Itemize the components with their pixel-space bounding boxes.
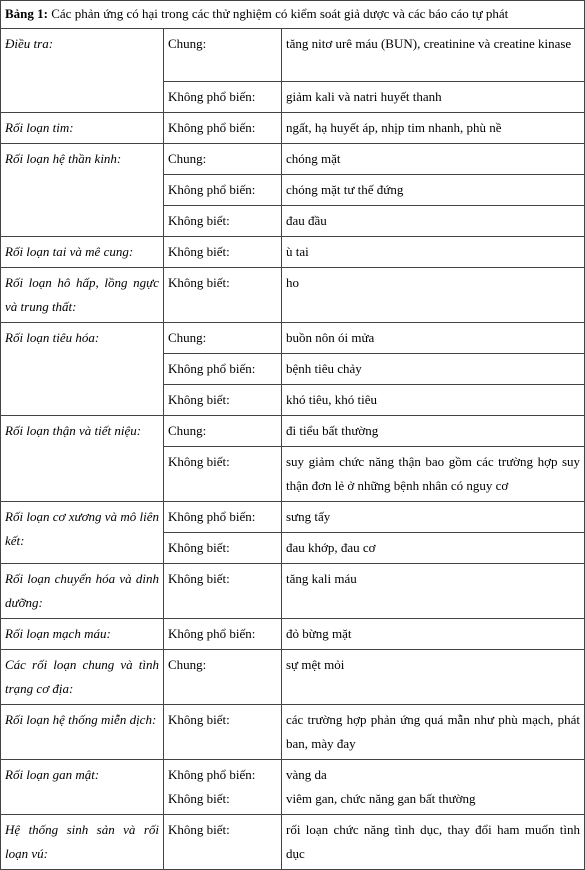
system-cell: Rối loạn hệ thần kinh: <box>1 144 164 237</box>
effect-cell: đi tiểu bất thường <box>282 416 585 447</box>
system-cell: Rối loạn mạch máu: <box>1 619 164 650</box>
frequency-cell: Không biết: <box>164 705 282 760</box>
table-row <box>1 564 585 619</box>
effect-cell: ù tai <box>282 237 585 268</box>
table-title-row <box>1 1 585 29</box>
system-cell: Rối loạn tiêu hóa: <box>1 323 164 416</box>
frequency-cell: Không biết: <box>164 385 282 416</box>
table-title-label: Bảng 1: <box>5 6 48 21</box>
table-row <box>1 416 585 447</box>
frequency-cell: Chung: <box>164 416 282 447</box>
effect-cell: chóng mặt tư thế đứng <box>282 175 585 206</box>
effect-cell: chóng mặt <box>282 144 585 175</box>
effect-cell: giảm kali và natri huyết thanh <box>282 82 585 113</box>
effect-cell: bệnh tiêu chảy <box>282 354 585 385</box>
table-row <box>1 113 585 144</box>
table-row <box>1 144 585 175</box>
effect-cell: khó tiêu, khó tiêu <box>282 385 585 416</box>
table-row <box>1 760 585 815</box>
frequency-cell: Không biết: <box>164 206 282 237</box>
frequency-cell: Không biết: <box>164 447 282 502</box>
system-cell: Các rối loạn chung và tình trạng cơ địa: <box>1 650 164 705</box>
system-cell: Hệ thống sinh sản và rối loạn vú: <box>1 815 164 870</box>
system-cell: Rối loạn tim: <box>1 113 164 144</box>
table-row <box>1 815 585 870</box>
effect-cell: đỏ bừng mặt <box>282 619 585 650</box>
table-row <box>1 619 585 650</box>
system-cell: Rối loạn thận và tiết niệu: <box>1 416 164 502</box>
frequency-cell: Không phổ biến: <box>164 113 282 144</box>
system-cell: Rối loạn chuyển hóa và dinh dưỡng: <box>1 564 164 619</box>
frequency-cell: Không biết: <box>164 564 282 619</box>
effect-cell: sự mệt mỏi <box>282 650 585 705</box>
frequency-cell: Chung: <box>164 323 282 354</box>
table-row <box>1 502 585 533</box>
table-title-text: Các phản ứng có hại trong các thử nghiệm có kiểm soát giả dược và các báo cáo tự phát <box>47 6 509 21</box>
effect-cell: tăng nitơ urê máu (BUN), creatinine và creatine kinase <box>282 29 585 82</box>
system-cell: Rối loạn hệ thống miễn dịch: <box>1 705 164 760</box>
system-cell: Rối loạn gan mật: <box>1 760 164 815</box>
table-title <box>1 1 585 29</box>
table-row <box>1 237 585 268</box>
frequency-cell: Không phổ biến: Không biết: <box>164 760 282 815</box>
table-row <box>1 29 585 82</box>
frequency-cell: Không phổ biến: <box>164 502 282 533</box>
frequency-cell: Chung: <box>164 650 282 705</box>
effect-cell: vàng da viêm gan, chức năng gan bất thường <box>282 760 585 815</box>
table-row <box>1 323 585 354</box>
effect-cell: đau đầu <box>282 206 585 237</box>
table-row <box>1 705 585 760</box>
frequency-cell: Không biết: <box>164 237 282 268</box>
table-row <box>1 650 585 705</box>
system-cell: Rối loạn hô hấp, lồng ngực và trung thất: <box>1 268 164 323</box>
frequency-cell: Không biết: <box>164 533 282 564</box>
frequency-cell: Không phổ biến: <box>164 354 282 385</box>
effect-cell: ngất, hạ huyết áp, nhịp tim nhanh, phù nề <box>282 113 585 144</box>
frequency-cell: Chung: <box>164 144 282 175</box>
system-cell: Điều tra: <box>1 29 164 113</box>
effect-cell: rối loạn chức năng tình dục, thay đổi ham muốn tình dục <box>282 815 585 870</box>
effect-cell: các trường hợp phản ứng quá mẫn như phù mạch, phát ban, mày đay <box>282 705 585 760</box>
effect-cell: sưng tấy <box>282 502 585 533</box>
system-cell: Rối loạn tai và mê cung: <box>1 237 164 268</box>
frequency-cell: Không biết: <box>164 815 282 870</box>
effect-cell: tăng kali máu <box>282 564 585 619</box>
frequency-cell: Không biết: <box>164 268 282 323</box>
effect-cell: đau khớp, đau cơ <box>282 533 585 564</box>
effect-cell: suy giảm chức năng thận bao gồm các trường hợp suy thận đơn lẻ ở những bệnh nhân có nguy cơ <box>282 447 585 502</box>
frequency-cell: Không phổ biến: <box>164 175 282 206</box>
system-cell: Rối loạn cơ xương và mô liên kết: <box>1 502 164 564</box>
frequency-cell: Chung: <box>164 29 282 82</box>
table-row <box>1 268 585 323</box>
effect-cell: ho <box>282 268 585 323</box>
frequency-cell: Không phổ biến: <box>164 82 282 113</box>
frequency-cell: Không phổ biến: <box>164 619 282 650</box>
effect-cell: buồn nôn ói mửa <box>282 323 585 354</box>
